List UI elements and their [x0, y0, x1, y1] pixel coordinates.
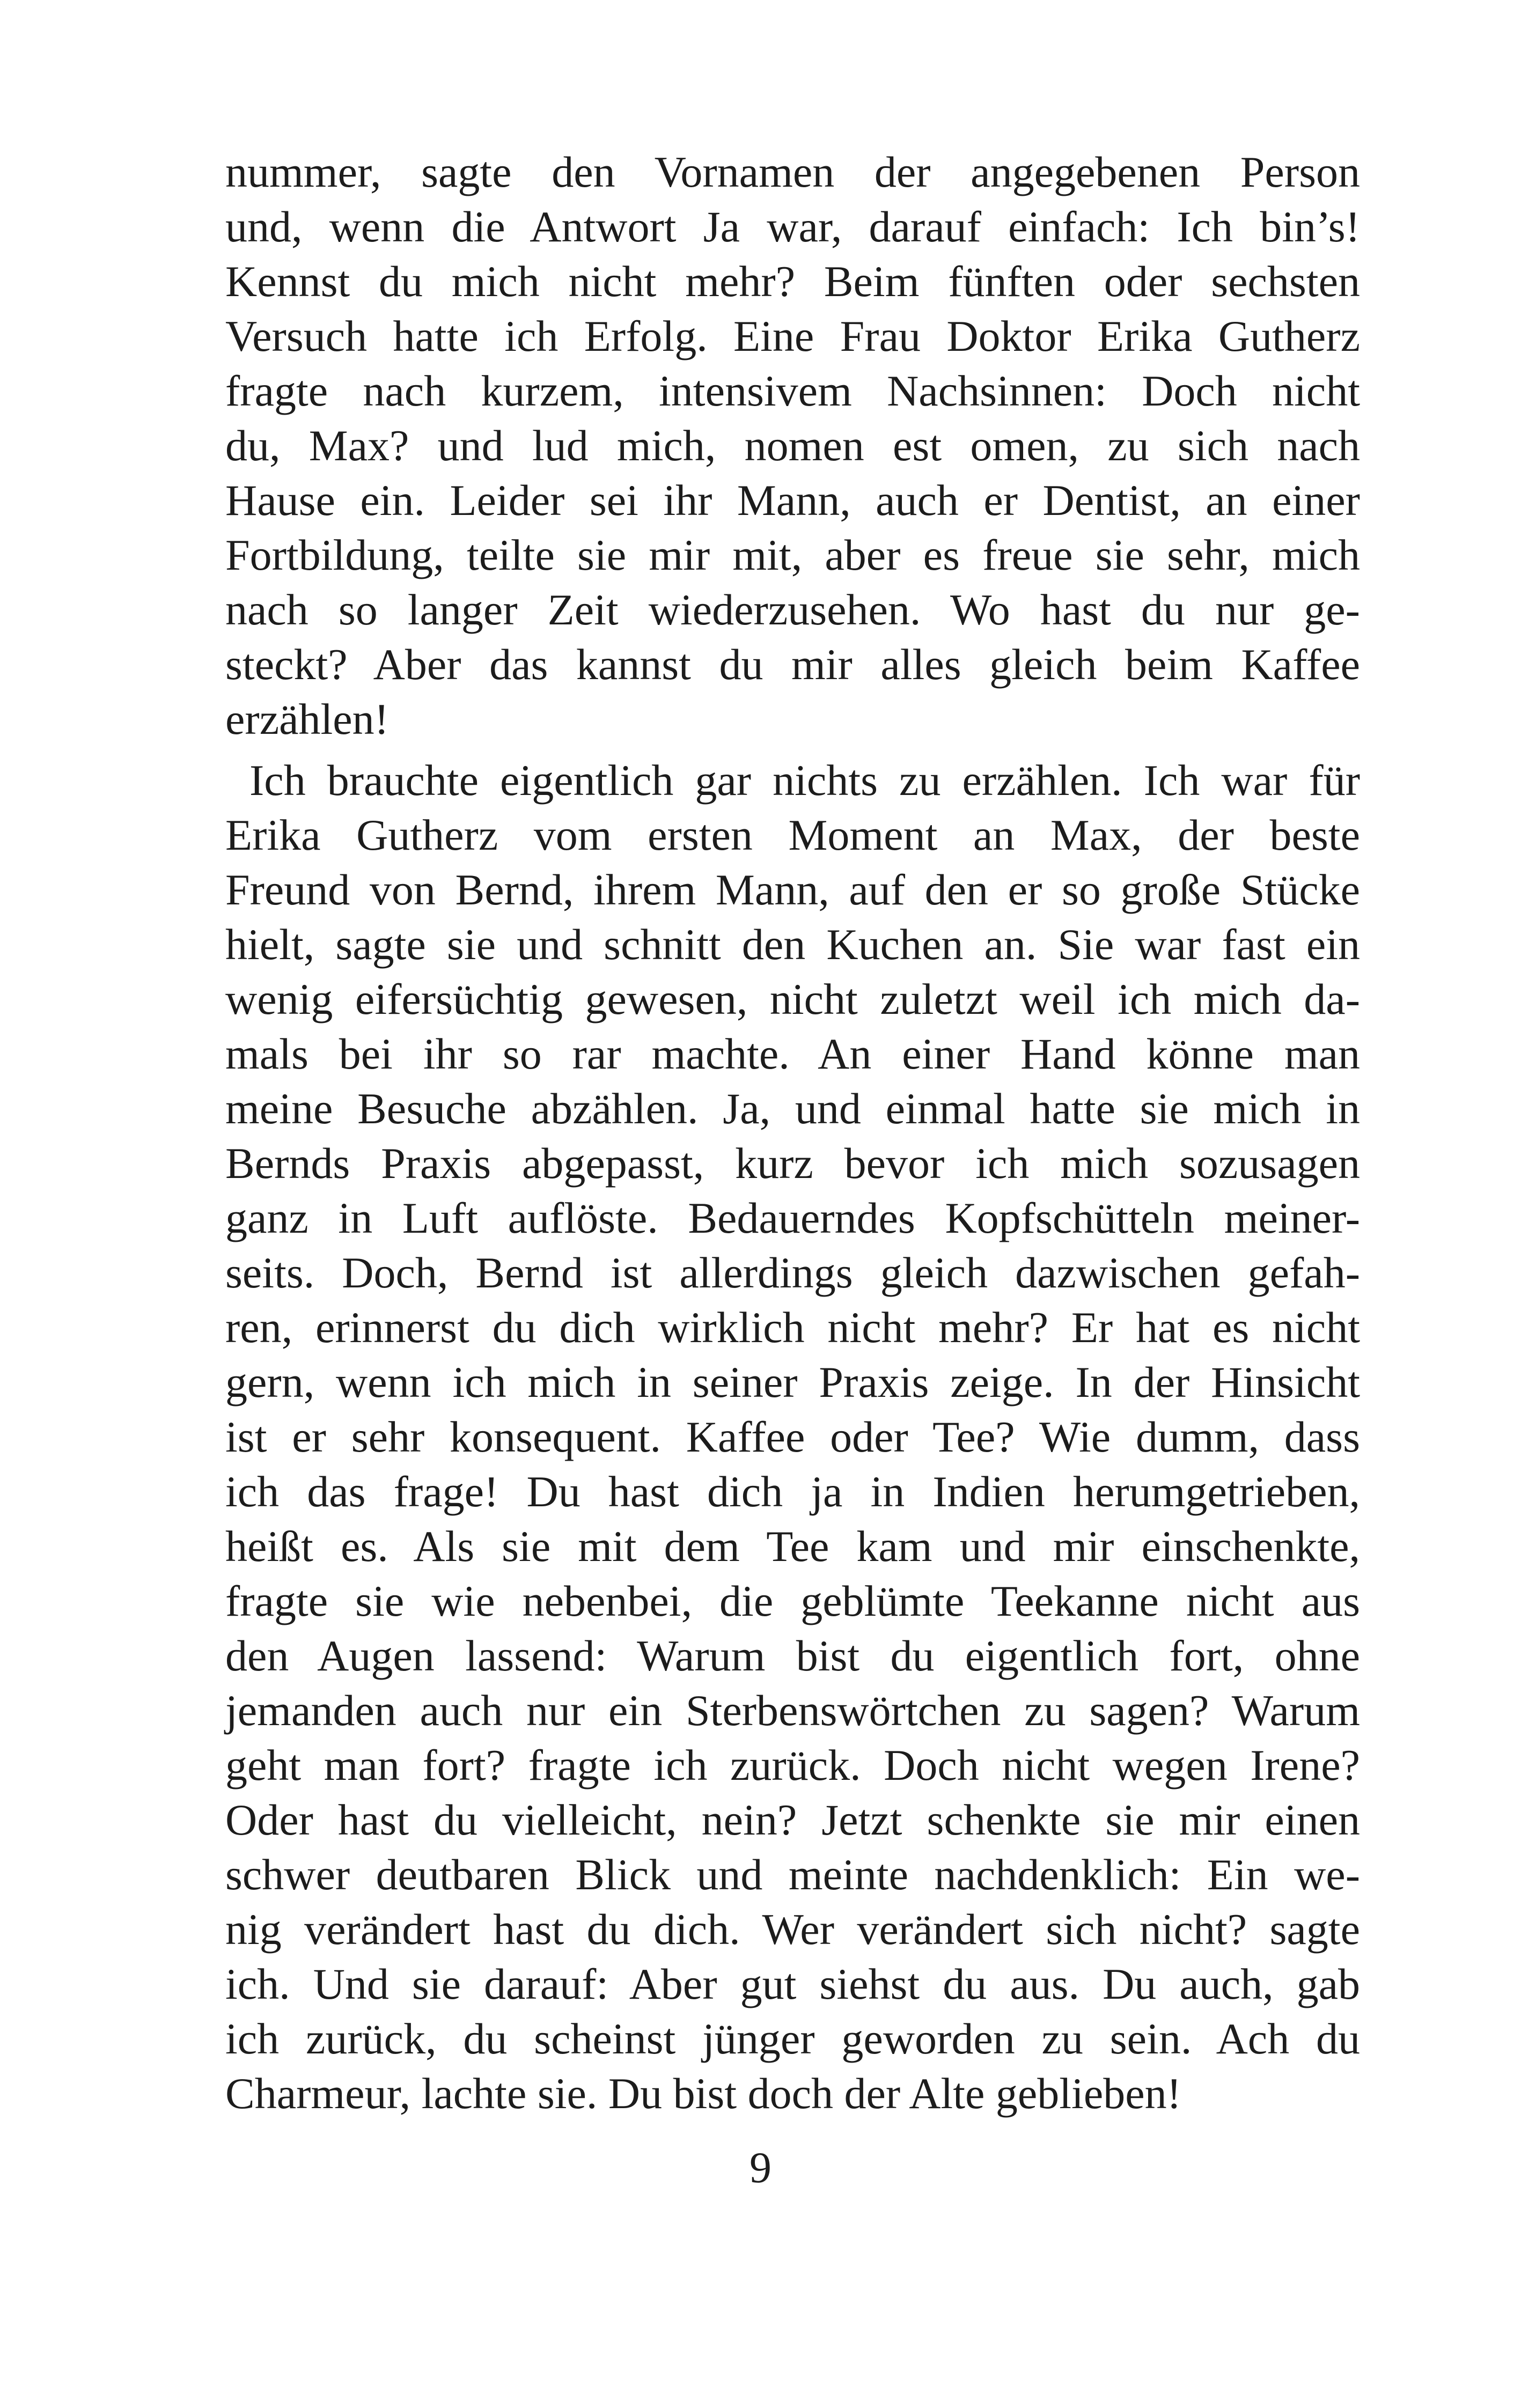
- text-line: steckt? Aber das kannst du mir alles gleich beim Kaffee: [225, 640, 1360, 689]
- text-line: ich zurück, du scheinst jünger geworden zu sein. Ach du: [225, 2014, 1360, 2063]
- text-line: geht man fort? fragte ich zurück. Doch nicht wegen Irene?: [225, 1741, 1360, 1790]
- text-line: Oder hast du vielleicht, nein? Jetzt schenkte sie mir einen: [225, 1795, 1360, 1844]
- text-line: den Augen lassend: Warum bist du eigentlich fort, ohne: [225, 1631, 1360, 1680]
- text-line: schwer deutbaren Blick und meinte nachdenklich: Ein we-: [225, 1850, 1360, 1899]
- text-line: Charmeur, lachte sie. Du bist doch der Alte geblieben!: [225, 2069, 1181, 2118]
- text-line: mals bei ihr so rar machte. An einer Hand könne man: [225, 1029, 1360, 1078]
- text-line: fragte nach kurzem, intensivem Nachsinnen: Doch nicht: [225, 366, 1360, 415]
- text-line: ganz in Luft auflöste. Bedauerndes Kopfschütteln meiner-: [225, 1194, 1360, 1242]
- text-line: erzählen!: [225, 695, 389, 743]
- text-line: wenig eifersüchtig gewesen, nicht zuletzt weil ich mich da-: [225, 975, 1360, 1023]
- text-line: heißt es. Als sie mit dem Tee kam und mir einschenkte,: [225, 1522, 1360, 1571]
- text-line: Versuch hatte ich Erfolg. Eine Frau Doktor Erika Gutherz: [225, 312, 1360, 360]
- text-line: nummer, sagte den Vornamen der angegebenen Person: [225, 148, 1360, 196]
- text-line: Kennst du mich nicht mehr? Beim fünften oder sechsten: [225, 257, 1360, 306]
- text-line: seits. Doch, Bernd ist allerdings gleich dazwischen gefah-: [225, 1248, 1360, 1297]
- text-line: fragte sie wie nebenbei, die geblümte Teekanne nicht aus: [225, 1577, 1360, 1625]
- text-line: und, wenn die Antwort Ja war, darauf einfach: Ich bin’s!: [225, 202, 1360, 251]
- text-line: Hause ein. Leider sei ihr Mann, auch er Dentist, an einer: [225, 476, 1360, 525]
- text-line: du, Max? und lud mich, nomen est omen, zu sich nach: [225, 421, 1360, 470]
- paragraph: [225, 145, 1360, 747]
- text-line: Ich brauchte eigentlich gar nichts zu erzählen. Ich war für: [249, 756, 1360, 805]
- text-line: Fortbildung, teilte sie mir mit, aber es freue sie sehr, mich: [225, 531, 1360, 579]
- paragraph: [225, 753, 1360, 2121]
- text-line: Bernds Praxis abgepasst, kurz bevor ich mich sozusagen: [225, 1139, 1360, 1188]
- text-line: jemanden auch nur ein Sterbenswörtchen zu sagen? Warum: [225, 1686, 1360, 1735]
- text-line: meine Besuche abzählen. Ja, und einmal hatte sie mich in: [225, 1084, 1360, 1133]
- text-line: ich. Und sie darauf: Aber gut siehst du aus. Du auch, gab: [225, 1960, 1360, 2008]
- text-line: ich das frage! Du hast dich ja in Indien herumgetrieben,: [225, 1467, 1360, 1516]
- text-line: Erika Gutherz vom ersten Moment an Max, der beste: [225, 811, 1360, 859]
- text-line: nig verändert hast du dich. Wer verändert sich nicht? sagte: [225, 1905, 1360, 1954]
- text-line: Freund von Bernd, ihrem Mann, auf den er so große Stücke: [225, 865, 1360, 914]
- page-number: 9: [750, 2143, 771, 2192]
- text-line: gern, wenn ich mich in seiner Praxis zeige. In der Hinsicht: [225, 1358, 1360, 1406]
- body-text: [225, 145, 1360, 2121]
- text-line: ist er sehr konsequent. Kaffee oder Tee? Wie dumm, dass: [225, 1412, 1360, 1461]
- text-line: hielt, sagte sie und schnitt den Kuchen an. Sie war fast ein: [225, 920, 1360, 969]
- text-line: nach so langer Zeit wiederzusehen. Wo hast du nur ge-: [225, 585, 1360, 634]
- text-line: ren, erinnerst du dich wirklich nicht mehr? Er hat es nicht: [225, 1303, 1360, 1352]
